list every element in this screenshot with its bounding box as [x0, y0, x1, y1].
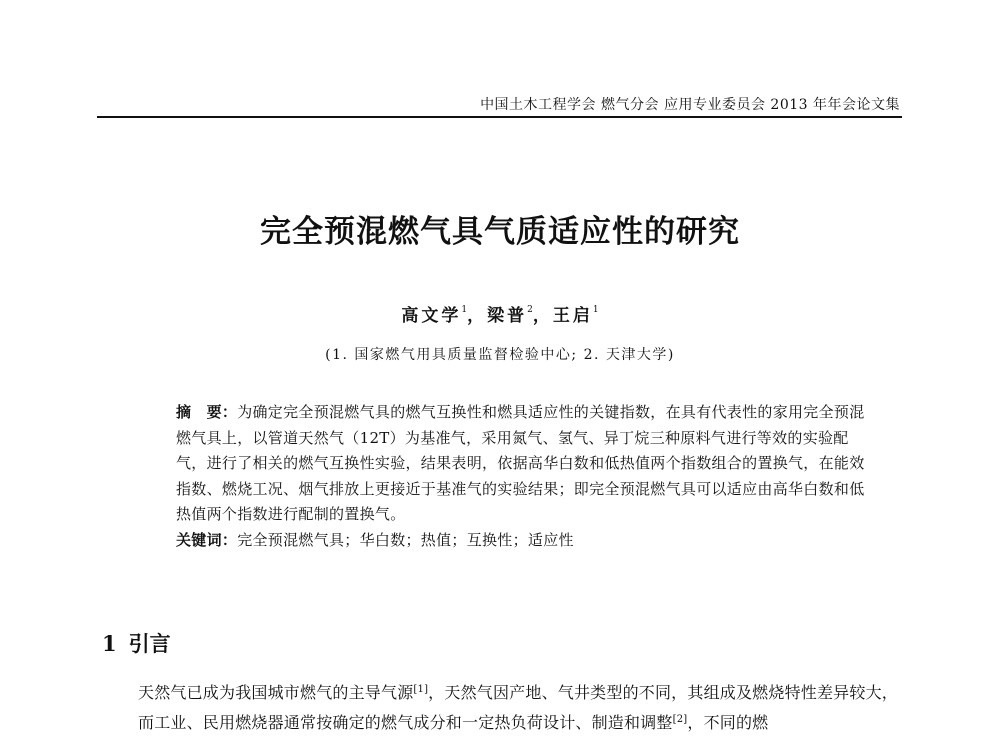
keywords-label: 关键词：	[176, 530, 238, 549]
citation-ref: [2]	[672, 714, 688, 725]
paragraph-segment: 天然气已成为我国城市燃气的主导气源	[138, 683, 414, 702]
author-affiliation-mark: 1	[592, 305, 599, 315]
abstract-text: 为确定完全预混燃气具的燃气互换性和燃具适应性的关键指数，在具有代表性的家用完全预混燃气具上，以管道天然气（12T）为基准气，采用氮气、氢气、异丁烷三种原料气进行等效的实验配气，进行了相关的燃气互换性实验，结果表明，依据高华白数和低热值两个指数组合的置换气，在能效指数、燃烧工况、烟气排放上更接近于基准气的实验结果；即完全预混燃气具可以适应由高华白数和低热值两个指数进行配制的置换气。	[176, 403, 865, 523]
abstract-paragraph	[138, 400, 866, 528]
author-separator: ，	[467, 306, 488, 326]
paragraph-segment: ，不同的燃	[687, 713, 769, 732]
author-affiliation-mark: 2	[527, 305, 533, 315]
author-name: 王启	[552, 306, 593, 326]
header-rule	[97, 116, 902, 118]
author-affiliation-mark: 1	[461, 305, 468, 315]
keywords-line	[138, 528, 866, 554]
author-separator: ，	[532, 306, 553, 326]
author-list	[0, 301, 1000, 326]
section-heading	[102, 628, 171, 658]
section-title: 引言	[128, 631, 171, 656]
paragraph-segment: ，天然气因产地、气井类型的不同，其组成及燃烧特性差异较大，而工业、民用燃烧器通常按确定的燃气成分和一定热负荷设计、制造和调整	[138, 683, 898, 732]
running-header: 中国土木工程学会 燃气分会 应用专业委员会 2013 年年会论文集	[480, 97, 900, 113]
body-paragraph	[102, 676, 902, 736]
author-name: 高文学	[401, 306, 462, 326]
paragraph-text	[102, 676, 902, 736]
keywords-text: 完全预混燃气具；华白数；热值；互换性；适应性	[237, 530, 574, 549]
section-number: 1	[102, 631, 117, 656]
paper-title: 完全预混燃气具气质适应性的研究	[260, 214, 740, 250]
author-name: 梁普	[487, 306, 528, 326]
citation-ref: [1]	[413, 684, 429, 695]
abstract-label: 摘 要：	[176, 403, 238, 421]
abstract-block	[138, 400, 866, 553]
affiliations: (1. 国家燃气用具质量监督检验中心; 2. 天津大学)	[325, 347, 675, 363]
